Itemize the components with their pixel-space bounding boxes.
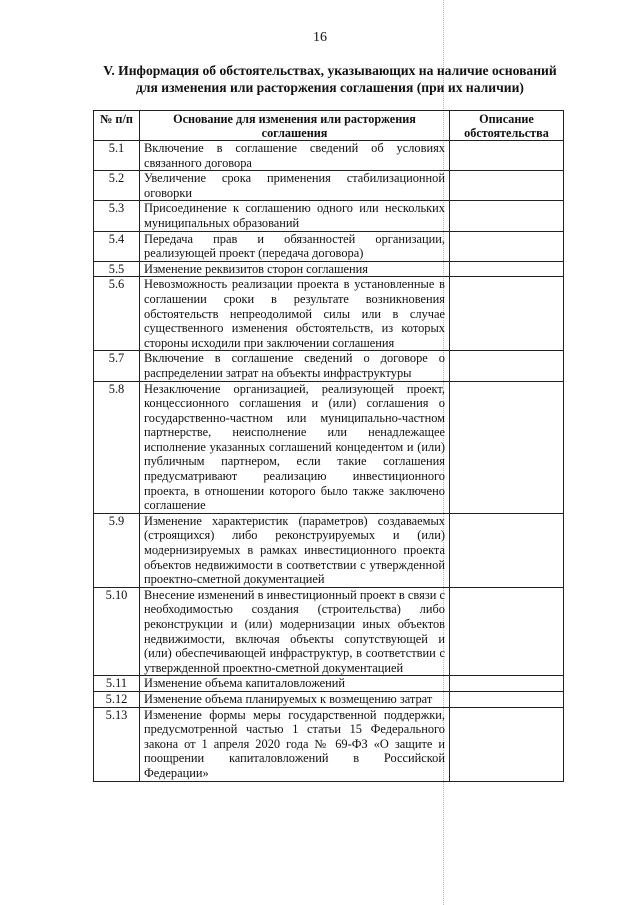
row-number: 5.12	[94, 691, 140, 707]
row-description-cell[interactable]	[450, 513, 564, 587]
row-basis-text: Включение в соглашение сведений об условиях связанного договора	[140, 141, 450, 171]
row-number: 5.3	[94, 201, 140, 231]
row-number: 5.7	[94, 351, 140, 381]
row-description-cell[interactable]	[450, 277, 564, 351]
row-description-cell[interactable]	[450, 381, 564, 513]
row-basis-text: Внесение изменений в инвестиционный проект в связи с необходимостью создания (строительства) либо реконструкции и (или) модернизации иных объектов недвижимости, включая объекты сопутствующей и (или) обеспечивающей инфраструктур, в соответствии с утвержденной проектно-сметной документацией	[140, 587, 450, 676]
row-number: 5.1	[94, 141, 140, 171]
row-number: 5.4	[94, 231, 140, 261]
table-row	[94, 231, 564, 261]
row-basis-text: Незаключение организацией, реализующей проект, концессионного соглашения и (или) соглашения о государственно-частном или муниципально-частном партнерстве, неисполнение или ненадлежащее исполнение указанных соглашений концедентом и (или) публичным партнером, если такие соглашения предусматривают реализацию инвестиционного проекта, в отношении которого было также заключено соглашение	[140, 381, 450, 513]
row-description-cell[interactable]	[450, 231, 564, 261]
row-basis-text: Увеличение срока применения стабилизационной оговорки	[140, 171, 450, 201]
row-description-cell[interactable]	[450, 587, 564, 676]
table-row	[94, 351, 564, 381]
row-description-cell[interactable]	[450, 261, 564, 277]
row-description-cell[interactable]	[450, 201, 564, 231]
row-description-cell[interactable]	[450, 707, 564, 781]
section-heading-line-2: для изменения или расторжения соглашения (при их наличии)	[136, 80, 524, 95]
page-number: 16	[313, 30, 327, 45]
row-basis-text: Присоединение к соглашению одного или нескольких муниципальных образований	[140, 201, 450, 231]
row-basis-text: Невозможность реализации проекта в установленные в соглашении сроки в результате возникновения обстоятельств непреодолимой силы или в случае существенного изменения обстоятельств, из которых стороны исходили при заключении соглашения	[140, 277, 450, 351]
table-row	[94, 171, 564, 201]
row-number: 5.11	[94, 676, 140, 692]
section-heading	[95, 62, 565, 96]
row-description-cell[interactable]	[450, 691, 564, 707]
row-basis-text: Включение в соглашение сведений о договоре о распределении затрат на объекты инфраструктуры	[140, 351, 450, 381]
row-number: 5.9	[94, 513, 140, 587]
row-basis-text: Изменение характеристик (параметров) создаваемых (строящихся) либо реконструируемых и (или) модернизируемых в рамках инвестиционного проекта объектов недвижимости в соответствии с утвержденной проектно-сметной документацией	[140, 513, 450, 587]
table-row	[94, 707, 564, 781]
table-row	[94, 381, 564, 513]
table-row	[94, 141, 564, 171]
header-basis: Основание для изменения или расторжения соглашения	[140, 111, 450, 141]
row-description-cell[interactable]	[450, 676, 564, 692]
row-basis-text: Изменение реквизитов сторон соглашения	[140, 261, 450, 277]
circumstances-table	[93, 110, 564, 782]
row-number: 5.8	[94, 381, 140, 513]
table-row	[94, 691, 564, 707]
section-heading-line-1: V. Информация об обстоятельствах, указывающих на наличие оснований	[103, 63, 557, 78]
row-description-cell[interactable]	[450, 141, 564, 171]
table-row	[94, 587, 564, 676]
table-row	[94, 277, 564, 351]
row-number: 5.13	[94, 707, 140, 781]
header-num: № п/п	[94, 111, 140, 141]
table-row	[94, 676, 564, 692]
row-basis-text: Изменение объема планируемых к возмещению затрат	[140, 691, 450, 707]
table-header-row	[94, 111, 564, 141]
row-number: 5.10	[94, 587, 140, 676]
row-number: 5.6	[94, 277, 140, 351]
table-row	[94, 201, 564, 231]
row-number: 5.5	[94, 261, 140, 277]
row-basis-text: Изменение объема капиталовложений	[140, 676, 450, 692]
row-basis-text: Передача прав и обязанностей организации, реализующей проект (передача договора)	[140, 231, 450, 261]
row-description-cell[interactable]	[450, 351, 564, 381]
table-row	[94, 513, 564, 587]
table-row	[94, 261, 564, 277]
header-description: Описание обстоятельства	[450, 111, 564, 141]
row-number: 5.2	[94, 171, 140, 201]
row-basis-text: Изменение формы меры государственной поддержки, предусмотренной частью 1 статьи 15 Федерального закона от 1 апреля 2020 года № 69-ФЗ «О защите и поощрении капиталовложений в Российской Федерации»	[140, 707, 450, 781]
row-description-cell[interactable]	[450, 171, 564, 201]
